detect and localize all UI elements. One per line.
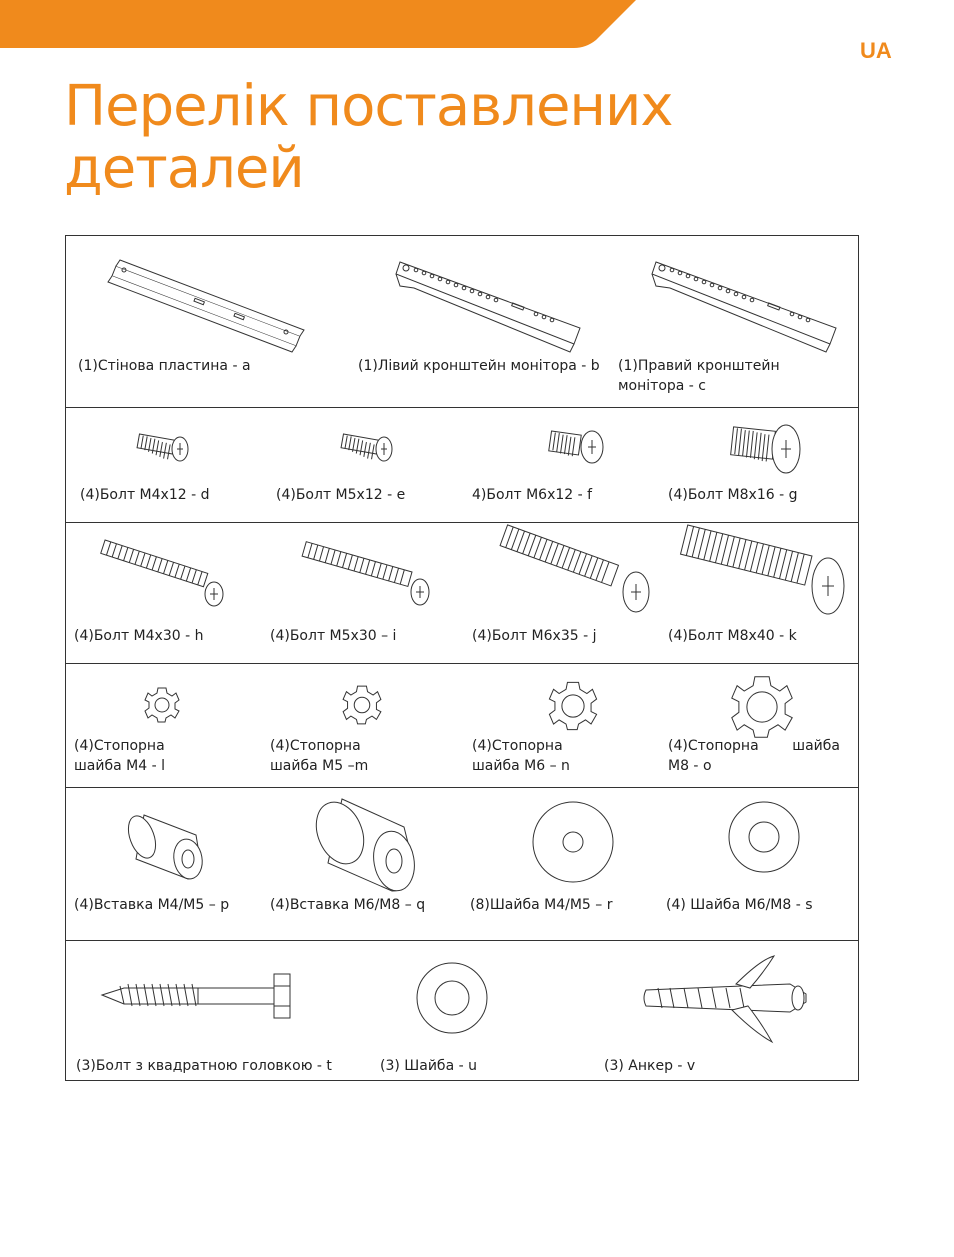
bolt-icon (730, 421, 802, 475)
bolt-icon (98, 544, 228, 604)
header-band (0, 0, 640, 50)
parts-row-short-bolts (66, 407, 858, 523)
part-caption-m-line1: (4)Стопорна (270, 738, 361, 754)
part-caption-b: (1)Лівий кронштейн монітора - b (358, 358, 600, 374)
part-caption-j: (4)Болт M6x35 - j (472, 628, 597, 644)
part-caption-f: 4)Болт M6x12 - f (472, 487, 593, 503)
part-caption-i: (4)Болт M5x30 – i (270, 628, 397, 644)
part-caption-k: (4)Болт M8x40 - k (668, 628, 797, 644)
part-caption-l-line1: (4)Стопорна (74, 738, 165, 754)
part-caption-q: (4)Вставка M6/M8 – q (270, 897, 426, 913)
language-badge: UA (860, 38, 892, 63)
part-caption-e: (4)Болт M5x12 - e (276, 487, 406, 503)
part-caption-a: (1)Стінова пластина - a (78, 358, 251, 374)
bolt-icon (548, 425, 608, 469)
bolt-icon (498, 532, 654, 618)
part-caption-t: (3)Болт з квадратною головкою - t (76, 1058, 332, 1074)
lock-washer-icon (342, 685, 382, 725)
part-caption-v: (3) Анкер - v (604, 1058, 696, 1074)
part-caption-s: (4) Шайба M6/M8 - s (666, 897, 813, 913)
parts-table (65, 235, 859, 1081)
title-line-1: Перелік поставлених (64, 74, 673, 139)
part-caption-c-line2: монітора - c (618, 378, 707, 394)
part-caption-l (74, 736, 165, 776)
title-line-2: деталей (64, 136, 304, 201)
page-title (64, 76, 673, 200)
part-caption-r: (8)Шайба M4/M5 – r (470, 897, 613, 913)
lock-washer-icon (144, 687, 180, 723)
lag-bolt-icon (100, 972, 292, 1028)
bolt-icon (300, 544, 434, 604)
part-caption-g: (4)Болт M8x16 - g (668, 487, 798, 503)
part-caption-o (668, 736, 840, 776)
lock-washer-icon (548, 681, 598, 731)
part-caption-c-line1: (1)Правий кронштейн (618, 358, 780, 374)
parts-row-lock-washers (66, 663, 858, 788)
left-bracket-icon (394, 256, 584, 356)
bolt-icon (680, 530, 848, 620)
part-caption-o-line1b: шайба (792, 738, 840, 754)
wall-anchor-icon (640, 954, 812, 1044)
part-caption-d: (4)Болт M4x12 - d (80, 487, 210, 503)
flat-washer-icon (532, 801, 614, 883)
flat-washer-icon (416, 962, 488, 1034)
part-caption-l-line2: шайба M4 - l (74, 758, 165, 774)
part-caption-n (472, 736, 570, 776)
right-bracket-icon (650, 256, 840, 356)
part-caption-u: (3) Шайба - u (380, 1058, 477, 1074)
part-caption-o-line2: M8 - o (668, 758, 712, 774)
parts-row-spacers-washers (66, 787, 858, 941)
part-caption-m (270, 736, 368, 776)
part-caption-p: (4)Вставка M4/M5 – p (74, 897, 230, 913)
parts-row-brackets (66, 236, 858, 408)
lock-washer-icon (730, 675, 794, 739)
part-caption-h: (4)Болт M4x30 - h (74, 628, 204, 644)
bolt-icon (340, 429, 396, 465)
part-caption-n-line2: шайба M6 – n (472, 758, 570, 774)
parts-row-long-bolts (66, 522, 858, 664)
part-caption-c (618, 356, 780, 396)
wall-plate-icon (104, 252, 304, 352)
part-caption-o-line1 (668, 736, 840, 756)
flat-washer-icon (728, 801, 800, 873)
bolt-icon (136, 429, 192, 465)
parts-row-lag-washer-anchor (66, 940, 858, 1082)
part-caption-o-line1a: (4)Стопорна (668, 738, 759, 754)
part-caption-n-line1: (4)Стопорна (472, 738, 563, 754)
part-caption-m-line2: шайба M5 –m (270, 758, 369, 774)
spacer-icon (312, 797, 418, 897)
spacer-icon (126, 811, 210, 883)
